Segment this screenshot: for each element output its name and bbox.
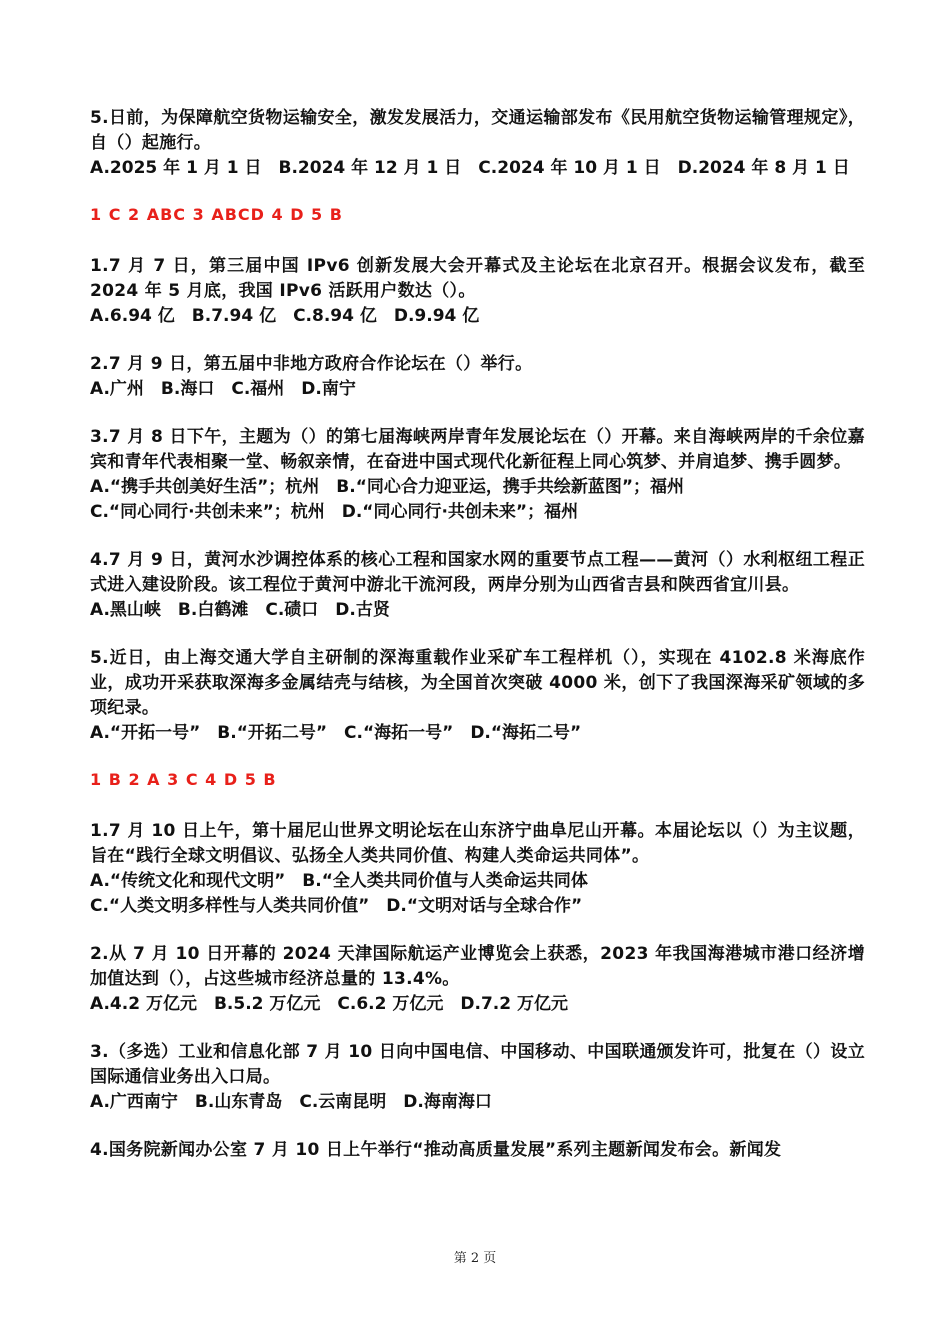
question-block [90,1138,865,1163]
question-options: A.广西南宁 B.山东青岛 C.云南昆明 D.海南海口 [90,1092,492,1112]
page-content [90,106,865,1186]
question-stem: 1.7 月 7 日，第三届中国 IPv6 创新发展大会开幕式及主论坛在北京召开。根据会议发布，截至 2024 年 5 月底，我国 IPv6 活跃用户数达（）。 [90,256,865,301]
question-stem: 2.从 7 月 10 日开幕的 2024 天津国际航运产业博览会上获悉，2023 年我国海港城市港口经济增加值达到（），占这些城市经济总量的 13.4%。 [90,944,865,989]
question-options: A.黑山峡 B.白鹤滩 C.碛口 D.古贤 [90,600,390,620]
question-options: C.“同心同行·共创未来”；杭州 D.“同心同行·共创未来”；福州 [90,502,579,522]
question-block [90,548,865,623]
answer-key: 1 B 2 A 3 C 4 D 5 B [90,770,277,789]
question-stem: 4.7 月 9 日，黄河水沙调控体系的核心工程和国家水网的重要节点工程——黄河（）水利枢纽工程正式进入建设阶段。该工程位于黄河中游北干流河段，两岸分别为山西省吉县和陕西省宜川县。 [90,550,865,595]
question-options: A.4.2 万亿元 B.5.2 万亿元 C.6.2 万亿元 D.7.2 万亿元 [90,994,568,1014]
question-options: A.广州 B.海口 C.福州 D.南宁 [90,379,356,399]
question-options: A.2025 年 1 月 1 日 B.2024 年 12 月 1 日 C.2024 年 10 月 1 日 D.2024 年 8 月 1 日 [90,158,850,178]
question-stem: 2.7 月 9 日，第五届中非地方政府合作论坛在（）举行。 [90,354,533,374]
question-block [90,254,865,329]
answer-key: 1 C 2 ABC 3 ABCD 4 D 5 B [90,205,343,224]
question-options: A.6.94 亿 B.7.94 亿 C.8.94 亿 D.9.94 亿 [90,306,480,326]
question-options: A.“开拓一号” B.“开拓二号” C.“海拓一号” D.“海拓二号” [90,723,582,743]
question-stem: 5.近日，由上海交通大学自主研制的深海重载作业采矿车工程样机（），实现在 4102.8 米海底作业，成功开采获取深海多金属结壳与结核，为全国首次突破 4000 米，创下了我国深海采矿领域的多项纪录。 [90,648,865,718]
question-block [90,1040,865,1115]
question-block [90,106,865,181]
question-block [90,646,865,746]
question-stem: 4.国务院新闻办公室 7 月 10 日上午举行“推动高质量发展”系列主题新闻发布会。新闻发 [90,1140,782,1160]
question-stem: 1.7 月 10 日上午，第十届尼山世界文明论坛在山东济宁曲阜尼山开幕。本届论坛以（）为主议题，旨在“践行全球文明倡议、弘扬全人类共同价值、构建人类命运共同体”。 [90,821,865,866]
question-block [90,942,865,1017]
question-block [90,819,865,919]
page-number: 第 2 页 [453,1251,497,1266]
question-stem: 5.日前，为保障航空货物运输安全，激发发展活力，交通运输部发布《民用航空货物运输管理规定》，自（）起施行。 [90,108,865,153]
question-stem: 3.7 月 8 日下午，主题为（）的第七届海峡两岸青年发展论坛在（）开幕。来自海峡两岸的千余位嘉宾和青年代表相聚一堂、畅叙亲情，在奋进中国式现代化新征程上同心筑梦、并肩追梦、携手圆梦。 [90,427,865,472]
question-block [90,352,865,402]
question-options: A.“传统文化和现代文明” B.“全人类共同价值与人类命运共同体 [90,871,588,891]
question-options: C.“人类文明多样性与人类共同价值” D.“文明对话与全球合作” [90,896,583,916]
question-stem: 3.（多选）工业和信息化部 7 月 10 日向中国电信、中国移动、中国联通颁发许可，批复在（）设立国际通信业务出入口局。 [90,1042,865,1087]
question-options: A.“携手共创美好生活”；杭州 B.“同心合力迎亚运，携手共绘新蓝图”；福州 [90,477,685,497]
question-block [90,425,865,525]
